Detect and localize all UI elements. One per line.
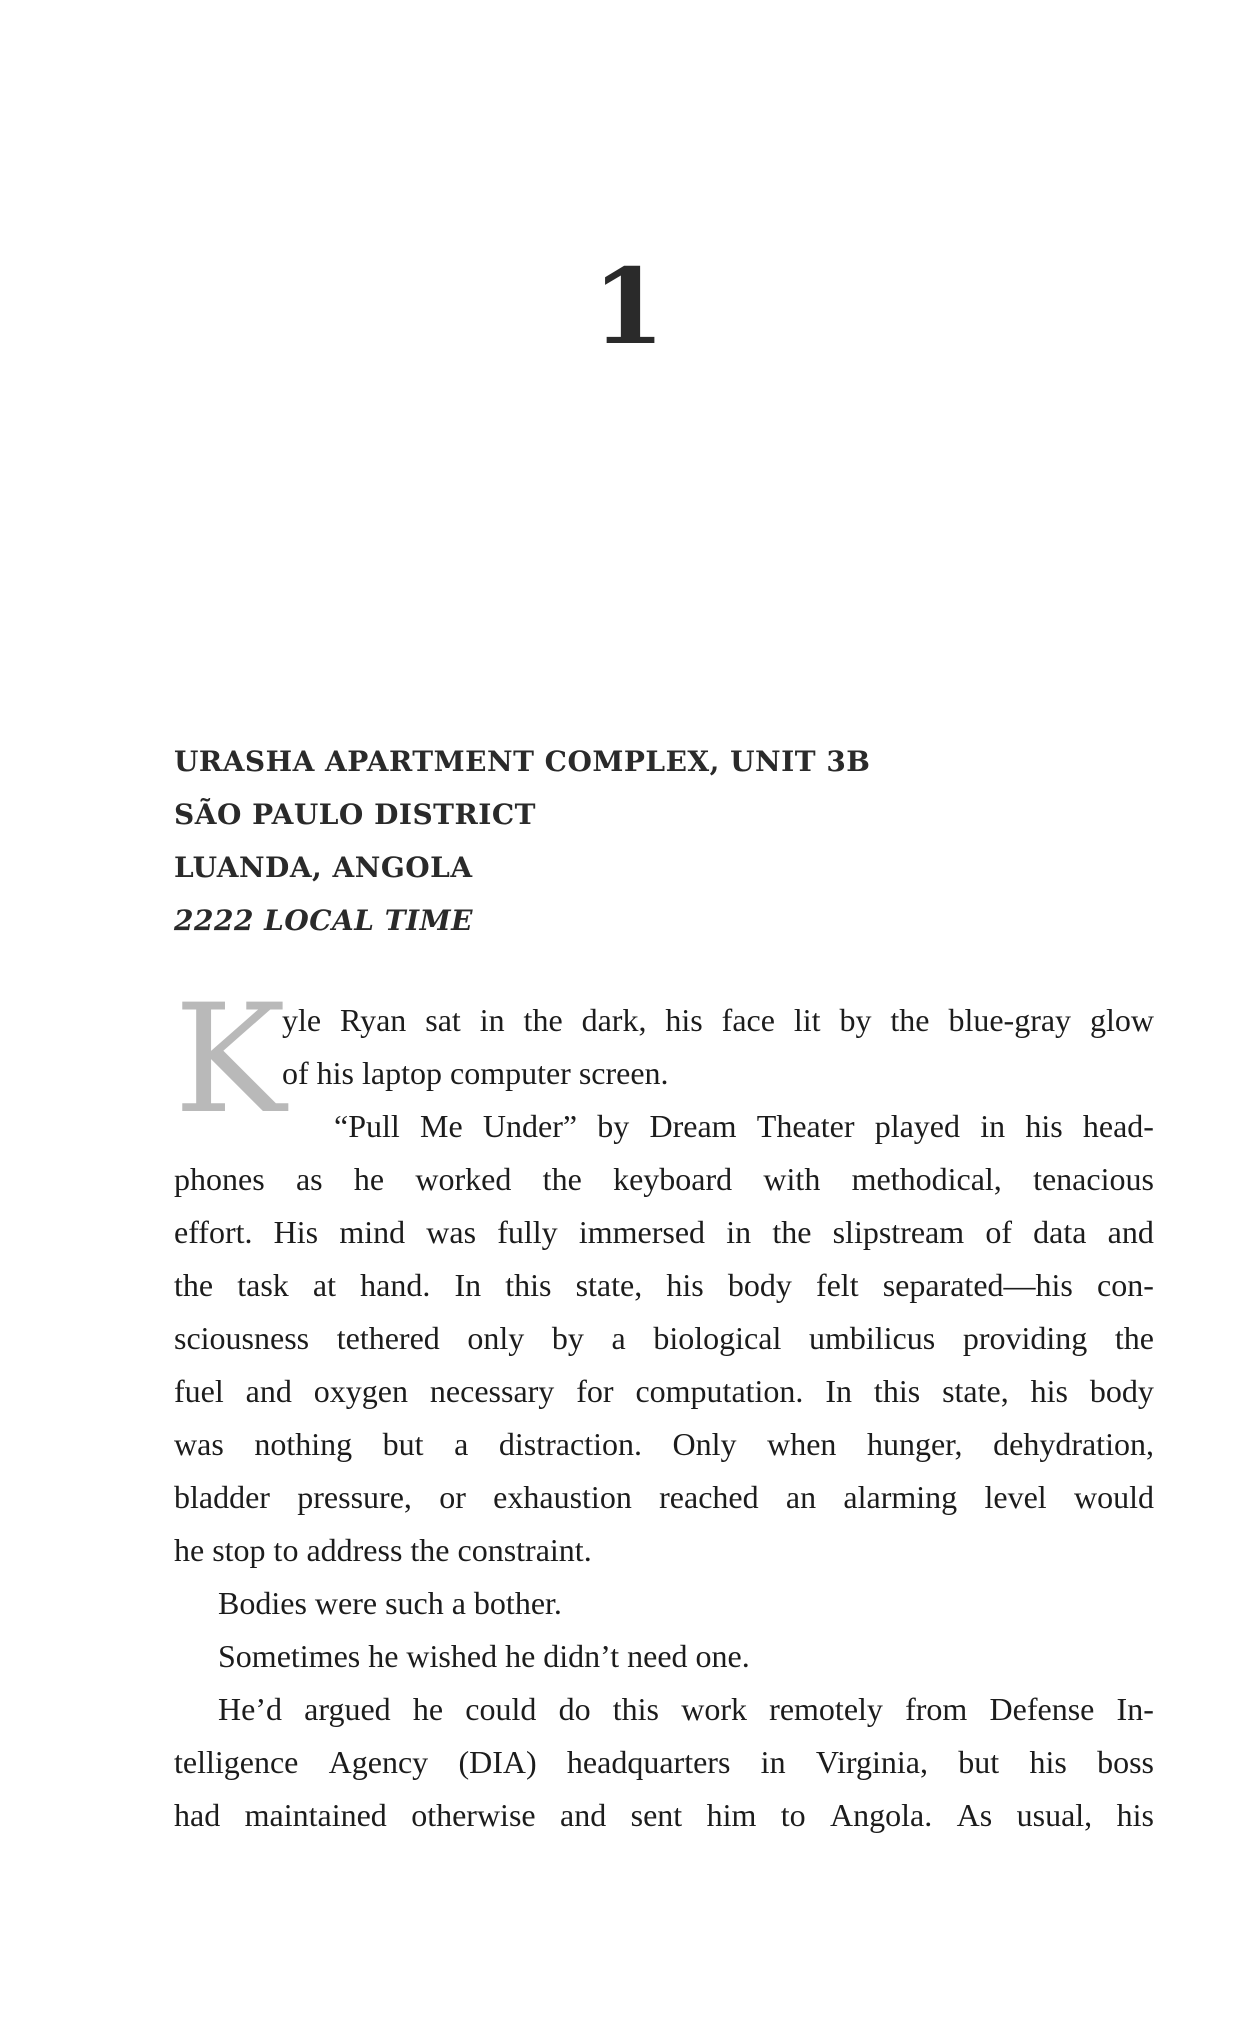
body-line: he stop to address the constraint. [174,1532,592,1568]
body-line: of his laptop computer screen. [282,1055,669,1091]
body-line: the task at hand. In this state, his body felt separated—his con- [174,1267,1154,1303]
body-line: telligence Agency (DIA) headquarters in Virginia, but his boss [174,1744,1154,1780]
drop-cap: K [174,973,287,1147]
heading-line-time: 2222 LOCAL TIME [174,904,473,937]
body-line: “Pull Me Under” by Dream Theater played in his head- [334,1108,1154,1144]
body-line: bladder pressure, or exhaustion reached an alarming level would [174,1479,1154,1515]
body-line: had maintained otherwise and sent him to Angola. As usual, his [174,1797,1154,1833]
body-line: phones as he worked the keyboard with methodical, tenacious [174,1161,1154,1197]
body-line: sciousness tethered only by a biological umbilicus providing the [174,1320,1154,1356]
body-line: fuel and oxygen necessary for computation. In this state, his body [174,1373,1154,1409]
location-heading [174,735,1074,947]
body-line: He’d argued he could do this work remotely from Defense In- [218,1691,1154,1727]
body-line: effort. His mind was fully immersed in the slipstream of data and [174,1214,1154,1250]
body-line: yle Ryan sat in the dark, his face lit by the blue-gray glow [282,1002,1154,1038]
body-line: was nothing but a distraction. Only when hunger, dehydration, [174,1426,1154,1462]
body-line: Sometimes he wished he didn’t need one. [218,1638,750,1674]
chapter-number: 1 [592,245,665,368]
heading-line-district: SÃO PAULO DISTRICT [174,798,536,831]
body-line: Bodies were such a bother. [218,1585,562,1621]
heading-line-building: URASHA APARTMENT COMPLEX, UNIT 3B [174,745,871,778]
body-text [174,994,1154,1842]
heading-line-city: LUANDA, ANGOLA [174,851,473,884]
